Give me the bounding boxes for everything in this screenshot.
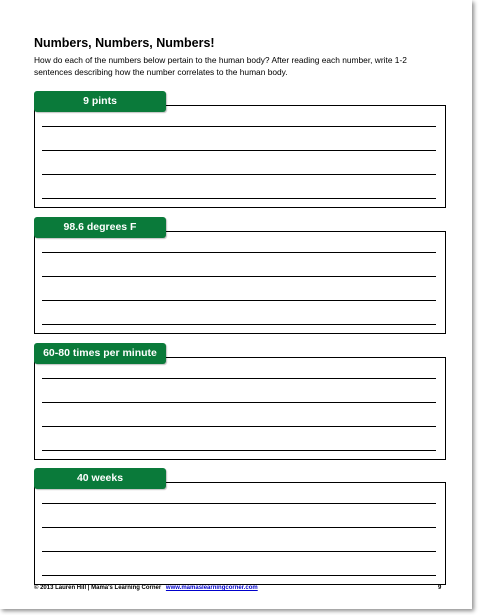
writing-line	[42, 551, 436, 552]
writing-line	[42, 150, 436, 151]
writing-line	[42, 324, 436, 325]
instructions-text: How do each of the numbers below pertain to the human body? After reading each number, write 1-2 sentences describing how the number correlates to the human body.	[34, 55, 407, 77]
page-number: 9	[438, 585, 442, 591]
answer-box-1[interactable]	[34, 105, 446, 208]
footer-credit	[34, 585, 258, 591]
copyright-text: © 2013 Lauren Hill | Mama's Learning Corner	[34, 585, 162, 591]
answer-box-2[interactable]	[34, 231, 446, 334]
page-title: Numbers, Numbers, Numbers!	[34, 36, 215, 50]
writing-line	[42, 527, 436, 528]
section-label-1: 9 pints	[34, 91, 166, 112]
writing-line	[42, 126, 436, 127]
writing-line	[42, 300, 436, 301]
writing-line	[42, 276, 436, 277]
answer-box-4[interactable]	[34, 482, 446, 585]
writing-line	[42, 450, 436, 451]
writing-line	[42, 426, 436, 427]
writing-line	[42, 174, 436, 175]
website-link[interactable]: www.mamaslearningcorner.com	[165, 585, 258, 591]
section-label-4: 40 weeks	[34, 468, 166, 489]
section-label-3: 60-80 times per minute	[34, 343, 166, 364]
answer-box-3[interactable]	[34, 357, 446, 460]
writing-line	[42, 402, 436, 403]
writing-line	[42, 252, 436, 253]
writing-line	[42, 575, 436, 576]
section-label-2: 98.6 degrees F	[34, 217, 166, 238]
writing-line	[42, 378, 436, 379]
writing-line	[42, 503, 436, 504]
writing-line	[42, 198, 436, 199]
